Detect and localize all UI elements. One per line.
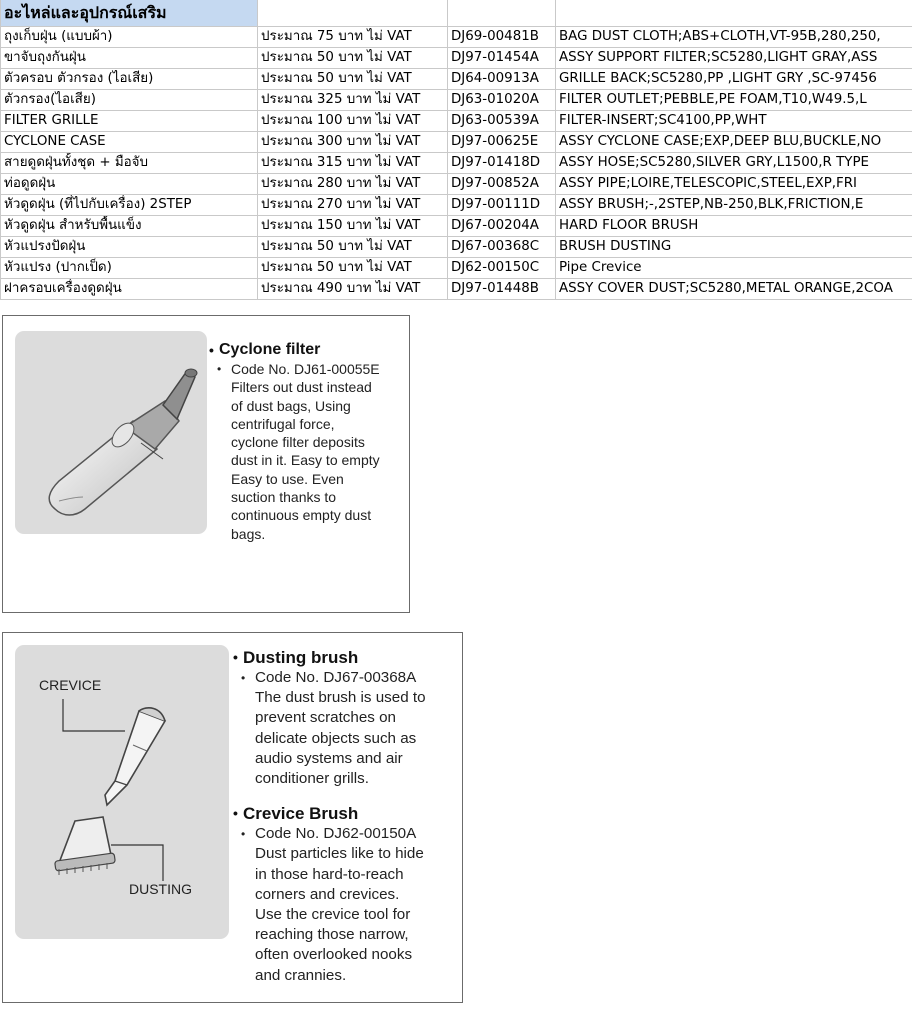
parts-table-body xyxy=(1,0,912,299)
part-code-cell[interactable]: DJ63-01020A xyxy=(448,89,556,110)
part-name-cell[interactable]: สายดูดฝุ่นทั้งชุด + มือจับ xyxy=(1,152,258,173)
cyclone-filter-line: Code No. DJ61-00055E xyxy=(231,361,380,377)
dusting-brush-description xyxy=(241,668,459,789)
part-code-cell[interactable]: DJ69-00481B xyxy=(448,26,556,47)
cyclone-filter-text xyxy=(209,340,405,543)
part-description-cell[interactable]: ASSY CYCLONE CASE;EXP,DEEP BLU,BUCKLE,NO xyxy=(556,131,912,152)
crevice-brush-heading: • Crevice Brush xyxy=(233,803,459,824)
crevice-label: CREVICE xyxy=(39,677,102,693)
part-name-cell[interactable]: หัวดูดฝุ่น สำหรับพื้นแข็ง xyxy=(1,215,258,236)
price-cell[interactable]: ประมาณ 300 บาท ไม่ VAT xyxy=(258,131,448,152)
cyclone-filter-line: continuous empty dust xyxy=(231,507,372,524)
cyclone-filter-line: Easy to use. Even xyxy=(231,470,344,487)
crevice-brush-description xyxy=(241,824,459,986)
part-name-cell[interactable]: FILTER GRILLE xyxy=(1,110,258,131)
crevice-brush-line: and crannies. xyxy=(255,966,347,984)
table-row xyxy=(1,173,912,194)
cyclone-filter-panel xyxy=(2,315,410,613)
part-description-cell[interactable]: FILTER OUTLET;PEBBLE,PE FOAM,T10,W49.5,L xyxy=(556,89,912,110)
price-cell[interactable]: ประมาณ 50 บาท ไม่ VAT xyxy=(258,68,448,89)
dusting-brush-line: audio systems and air xyxy=(255,749,403,767)
sheet-header-row xyxy=(1,0,912,26)
part-code-cell[interactable]: DJ63-00539A xyxy=(448,110,556,131)
table-row xyxy=(1,278,912,299)
crevice-brush-line: in those hard-to-reach xyxy=(255,865,404,883)
price-cell[interactable]: ประมาณ 315 บาท ไม่ VAT xyxy=(258,152,448,173)
part-code-cell[interactable]: DJ97-01418D xyxy=(448,152,556,173)
parts-spreadsheet xyxy=(0,0,912,300)
part-name-cell[interactable]: หัวแปรงปัดฝุ่น xyxy=(1,236,258,257)
price-cell[interactable]: ประมาณ 150 บาท ไม่ VAT xyxy=(258,215,448,236)
part-name-cell[interactable]: ตัวกรอง(ไอเสีย) xyxy=(1,89,258,110)
part-description-cell[interactable]: ASSY COVER DUST;SC5280,METAL ORANGE,2COA xyxy=(556,278,912,299)
cyclone-filter-description xyxy=(217,360,405,543)
brushes-text xyxy=(233,647,459,986)
cyclone-filter-line: cyclone filter deposits xyxy=(231,434,365,451)
crevice-brush-line: often overlooked nooks xyxy=(255,946,413,964)
table-row xyxy=(1,131,912,152)
parts-table xyxy=(0,0,912,300)
part-name-cell[interactable]: CYCLONE CASE xyxy=(1,131,258,152)
price-cell[interactable]: ประมาณ 280 บาท ไม่ VAT xyxy=(258,173,448,194)
part-code-cell[interactable]: DJ67-00368C xyxy=(448,236,556,257)
table-row xyxy=(1,89,912,110)
part-name-cell[interactable]: ตัวครอบ ตัวกรอง (ไอเสีย) xyxy=(1,68,258,89)
part-code-cell[interactable]: DJ64-00913A xyxy=(448,68,556,89)
crevice-brush-line: Use the crevice tool for xyxy=(255,906,411,924)
part-name-cell[interactable]: หัวแปรง (ปากเป็ด) xyxy=(1,257,258,278)
empty-cell[interactable] xyxy=(556,0,912,26)
brushes-image xyxy=(15,645,229,939)
part-description-cell[interactable]: HARD FLOOR BRUSH xyxy=(556,215,912,236)
dusting-brush-line: delicate objects such as xyxy=(255,729,417,747)
table-row xyxy=(1,26,912,47)
cyclone-filter-heading: • Cyclone filter xyxy=(209,340,405,360)
dusting-brush-line: The dust brush is used to xyxy=(255,689,426,707)
part-code-cell[interactable]: DJ97-00111D xyxy=(448,194,556,215)
part-description-cell[interactable]: ASSY BRUSH;-,2STEP,NB-250,BLK,FRICTION,E xyxy=(556,194,912,215)
part-description-cell[interactable]: BRUSH DUSTING xyxy=(556,236,912,257)
dusting-brush-line: conditioner grills. xyxy=(255,770,369,788)
cyclone-filter-image xyxy=(15,331,207,534)
crevice-brush-line: reaching those narrow, xyxy=(255,926,409,944)
part-description-cell[interactable]: ASSY HOSE;SC5280,SILVER GRY,L1500,R TYPE xyxy=(556,152,912,173)
price-cell[interactable]: ประมาณ 50 บาท ไม่ VAT xyxy=(258,257,448,278)
cyclone-filter-line: bags. xyxy=(231,525,266,542)
part-name-cell[interactable]: ฝาครอบเครื่องดูดฝุ่น xyxy=(1,278,258,299)
cyclone-filter-line: of dust bags, Using xyxy=(231,397,351,414)
price-cell[interactable]: ประมาณ 325 บาท ไม่ VAT xyxy=(258,89,448,110)
price-cell[interactable]: ประมาณ 50 บาท ไม่ VAT xyxy=(258,236,448,257)
price-cell[interactable]: ประมาณ 50 บาท ไม่ VAT xyxy=(258,47,448,68)
table-row xyxy=(1,47,912,68)
sheet-title[interactable]: อะไหล่และอุปกรณ์เสริม xyxy=(1,0,258,26)
cyclone-filter-line: Filters out dust instead xyxy=(231,379,372,396)
part-name-cell[interactable]: ขาจับถุงกันฝุ่น xyxy=(1,47,258,68)
price-cell[interactable]: ประมาณ 270 บาท ไม่ VAT xyxy=(258,194,448,215)
part-code-cell[interactable]: DJ97-00625E xyxy=(448,131,556,152)
table-row xyxy=(1,194,912,215)
part-code-cell[interactable]: DJ62-00150C xyxy=(448,257,556,278)
part-code-cell[interactable]: DJ97-01448B xyxy=(448,278,556,299)
part-name-cell[interactable]: ถุงเก็บฝุ่น (แบบผ้า) xyxy=(1,26,258,47)
table-row xyxy=(1,215,912,236)
part-description-cell[interactable]: ASSY PIPE;LOIRE,TELESCOPIC,STEEL,EXP,FRI xyxy=(556,173,912,194)
part-code-cell[interactable]: DJ97-00852A xyxy=(448,173,556,194)
price-cell[interactable]: ประมาณ 490 บาท ไม่ VAT xyxy=(258,278,448,299)
part-description-cell[interactable]: FILTER-INSERT;SC4100,PP,WHT xyxy=(556,110,912,131)
dusting-label: DUSTING xyxy=(129,881,192,897)
crevice-brush-line: corners and crevices. xyxy=(255,885,400,903)
cyclone-filter-line: suction thanks to xyxy=(231,489,337,506)
dusting-brush-heading: • Dusting brush xyxy=(233,647,459,668)
table-row xyxy=(1,110,912,131)
cyclone-filter-icon xyxy=(15,331,207,534)
brushes-panel xyxy=(2,632,463,1003)
cyclone-filter-line: centrifugal force, xyxy=(231,415,335,432)
part-code-cell[interactable]: DJ67-00204A xyxy=(448,215,556,236)
part-name-cell[interactable]: ท่อดูดฝุ่น xyxy=(1,173,258,194)
empty-cell[interactable] xyxy=(258,0,448,26)
price-cell[interactable]: ประมาณ 100 บาท ไม่ VAT xyxy=(258,110,448,131)
crevice-brush-line: Dust particles like to hide xyxy=(255,845,424,863)
part-name-cell[interactable]: หัวดูดฝุ่น (ที่ไปกับเครื่อง) 2STEP xyxy=(1,194,258,215)
table-row xyxy=(1,236,912,257)
part-description-cell[interactable]: Pipe Crevice xyxy=(556,257,912,278)
dusting-brush-line: Code No. DJ67-00368A xyxy=(255,669,417,686)
part-description-cell[interactable]: GRILLE BACK;SC5280,PP ,LIGHT GRY ,SC-97456 xyxy=(556,68,912,89)
price-cell[interactable]: ประมาณ 75 บาท ไม่ VAT xyxy=(258,26,448,47)
part-code-cell[interactable]: DJ97-01454A xyxy=(448,47,556,68)
empty-cell[interactable] xyxy=(448,0,556,26)
crevice-brush-line: Code No. DJ62-00150A xyxy=(255,825,417,843)
dusting-brush-line: prevent scratches on xyxy=(255,709,396,727)
cyclone-filter-line: dust in it. Easy to empty xyxy=(231,452,380,469)
table-row xyxy=(1,68,912,89)
part-description-cell[interactable]: ASSY SUPPORT FILTER;SC5280,LIGHT GRAY,ASS xyxy=(556,47,912,68)
table-row xyxy=(1,257,912,278)
part-description-cell[interactable]: BAG DUST CLOTH;ABS+CLOTH,VT-95B,280,250, xyxy=(556,26,912,47)
table-row xyxy=(1,152,912,173)
